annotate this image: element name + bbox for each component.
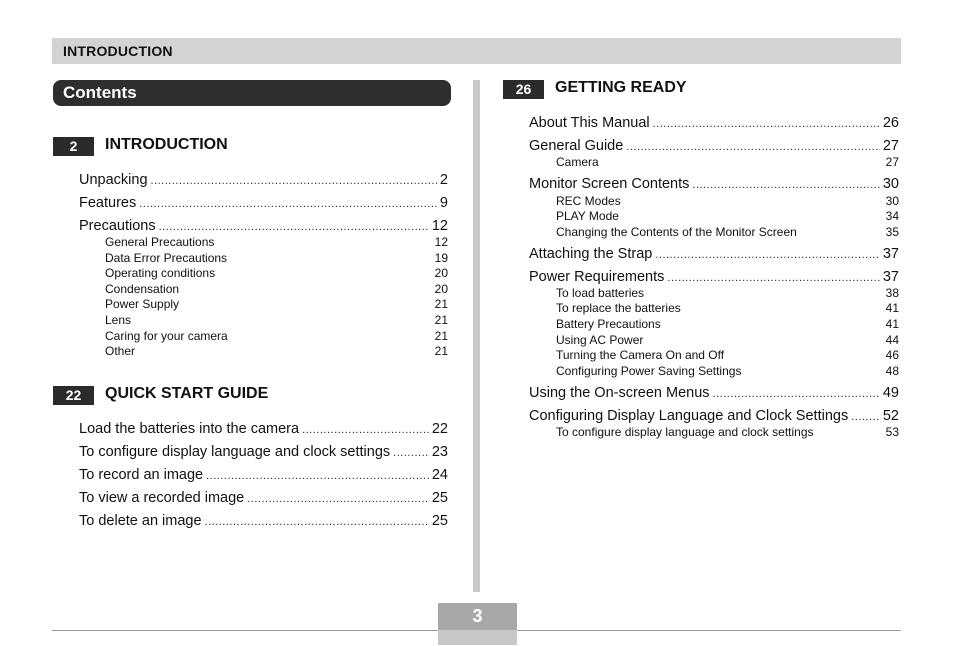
running-header-title: INTRODUCTION (63, 43, 173, 59)
toc-subentry[interactable] (105, 313, 448, 328)
toc-subentry-page: 30 (885, 194, 899, 208)
toc-subentry[interactable] (556, 225, 899, 240)
toc-subentry-label: General Precautions (105, 235, 215, 249)
toc-entry-page: 2 (439, 172, 448, 188)
toc-subentry[interactable] (105, 282, 448, 297)
toc-entry-label: To view a recorded image (79, 490, 245, 506)
toc-entry-label: General Guide (529, 138, 624, 154)
toc-entry[interactable] (79, 444, 448, 462)
toc-entry-page: 25 (431, 513, 448, 529)
page-number: 3 (472, 606, 483, 626)
leader-dots (851, 411, 880, 423)
running-header (52, 38, 901, 64)
leader-dots (667, 272, 879, 284)
toc-entry-page: 22 (431, 421, 448, 437)
toc-subentry-page: 41 (885, 301, 899, 315)
toc-subentry-page: 38 (885, 286, 899, 300)
toc-subentry-page: 48 (885, 364, 899, 378)
toc-subentry[interactable] (556, 301, 899, 316)
toc-subentry-page: 41 (885, 317, 899, 331)
section-heading-introduction (53, 137, 443, 157)
toc-subentry-label: Operating conditions (105, 266, 216, 280)
toc-subentry-page: 20 (434, 266, 448, 280)
toc-entry[interactable] (79, 172, 448, 190)
leader-dots (655, 249, 880, 261)
toc-subentry-label: Camera (556, 155, 599, 169)
toc-entry[interactable] (529, 138, 899, 156)
toc-subentry-page: 46 (885, 348, 899, 362)
toc-subentry-page: 53 (885, 425, 899, 439)
toc-subentry[interactable] (105, 344, 448, 359)
toc-entry[interactable] (79, 421, 448, 439)
toc-subentry-label: Data Error Precautions (105, 251, 228, 265)
toc-subentry-page: 21 (434, 329, 448, 343)
toc-subentry[interactable] (556, 317, 899, 332)
toc-subentry-label: Condensation (105, 282, 180, 296)
toc-entry-label: Using the On-screen Menus (529, 385, 710, 401)
toc-subentry-page: 19 (434, 251, 448, 265)
toc-subentry-page: 20 (434, 282, 448, 296)
toc-entry-label: Power Requirements (529, 269, 665, 285)
toc-subentry[interactable] (556, 209, 899, 224)
toc-subentry-label: Other (105, 344, 136, 358)
toc-subentry[interactable] (105, 235, 448, 250)
toc-subentry-label: PLAY Mode (556, 209, 619, 223)
toc-subentry[interactable] (556, 333, 899, 348)
toc-subentry-label: REC Modes (556, 194, 621, 208)
toc-subentry-page: 21 (434, 313, 448, 327)
toc-entry-page: 27 (882, 138, 899, 154)
toc-entry[interactable] (79, 218, 448, 236)
toc-entry-label: Unpacking (79, 172, 148, 188)
toc-subentry-label: To load batteries (556, 286, 645, 300)
toc-subentry[interactable] (556, 155, 899, 170)
leader-dots (139, 198, 437, 210)
toc-entry-page: 30 (882, 176, 899, 192)
toc-subentry-page: 21 (434, 297, 448, 311)
section-number: 2 (53, 137, 94, 156)
toc-subentry[interactable] (556, 194, 899, 209)
toc-entry-page: 37 (882, 269, 899, 285)
toc-subentry-page: 35 (885, 225, 899, 239)
section-number: 22 (53, 386, 94, 405)
toc-subentry[interactable] (105, 251, 448, 266)
column-divider (473, 80, 480, 592)
toc-subentry[interactable] (105, 266, 448, 281)
section-number: 26 (503, 80, 544, 99)
toc-entry[interactable] (529, 269, 899, 287)
toc-subentry-label: Power Supply (105, 297, 180, 311)
section-title: QUICK START GUIDE (105, 385, 269, 402)
toc-subentry[interactable] (105, 329, 448, 344)
toc-subentry-label: Turning the Camera On and Off (556, 348, 725, 362)
toc-entry-page: 25 (431, 490, 448, 506)
toc-entry-label: Features (79, 195, 137, 211)
toc-subentry[interactable] (556, 425, 899, 440)
toc-entry-label: Precautions (79, 218, 156, 234)
toc-subentry-label: Changing the Contents of the Monitor Screen (556, 225, 797, 239)
leader-dots (302, 424, 429, 436)
toc-entry-page: 23 (431, 444, 448, 460)
toc-entry-page: 49 (882, 385, 899, 401)
toc-entry[interactable] (529, 408, 899, 426)
toc-subentry-label: To configure display language and clock settings (556, 425, 814, 439)
leader-dots (713, 388, 880, 400)
leader-dots (159, 221, 429, 233)
toc-subentry[interactable] (556, 364, 899, 379)
leader-dots (206, 470, 429, 482)
toc-entry[interactable] (79, 490, 448, 508)
toc-entry-label: To delete an image (79, 513, 202, 529)
toc-subentry-page: 21 (434, 344, 448, 358)
section-heading-getting-ready (503, 80, 893, 100)
toc-entry-page: 52 (882, 408, 899, 424)
toc-entry[interactable] (79, 195, 448, 213)
toc-subentry-label: Battery Precautions (556, 317, 661, 331)
toc-entry[interactable] (79, 513, 448, 531)
toc-subentry[interactable] (556, 348, 899, 363)
toc-subentry-label: Using AC Power (556, 333, 644, 347)
toc-entry-page: 24 (431, 467, 448, 483)
toc-subentry-label: Caring for your camera (105, 329, 228, 343)
toc-subentry-page: 44 (885, 333, 899, 347)
section-title: INTRODUCTION (105, 136, 228, 153)
toc-entry[interactable] (529, 176, 899, 194)
contents-heading (53, 80, 451, 106)
toc-entry[interactable] (529, 385, 899, 403)
leader-dots (393, 447, 429, 459)
toc-subentry-label: To replace the batteries (556, 301, 681, 315)
toc-entry-page: 12 (431, 218, 448, 234)
toc-entry-page: 9 (439, 195, 448, 211)
leader-dots (247, 493, 429, 505)
toc-entry-label: Load the batteries into the camera (79, 421, 300, 437)
leader-dots (626, 141, 880, 153)
toc-subentry-page: 12 (434, 235, 448, 249)
toc-entry-label: Attaching the Strap (529, 246, 653, 262)
toc-entry-label: To configure display language and clock settings (79, 444, 391, 460)
toc-entry-label: To record an image (79, 467, 204, 483)
toc-subentry-label: Configuring Power Saving Settings (556, 364, 742, 378)
toc-subentry-page: 34 (885, 209, 899, 223)
toc-entry-label: Monitor Screen Contents (529, 176, 690, 192)
toc-entry[interactable] (79, 467, 448, 485)
toc-entry-page: 26 (882, 115, 899, 131)
page-number-box (438, 603, 517, 645)
section-title: GETTING READY (555, 79, 687, 96)
leader-dots (653, 118, 880, 130)
toc-entry-page: 37 (882, 246, 899, 262)
leader-dots (205, 516, 429, 528)
toc-entry[interactable] (529, 246, 899, 264)
contents-title: Contents (63, 83, 137, 102)
section-heading-quick-start (53, 386, 443, 406)
toc-subentry-page: 27 (885, 155, 899, 169)
toc-entry-label: About This Manual (529, 115, 650, 131)
leader-dots (151, 175, 437, 187)
leader-dots (692, 179, 879, 191)
toc-entry-label: Configuring Display Language and Clock Settings (529, 408, 849, 424)
toc-subentry[interactable] (556, 286, 899, 301)
toc-subentry-label: Lens (105, 313, 132, 327)
toc-subentry[interactable] (105, 297, 448, 312)
toc-entry[interactable] (529, 115, 899, 133)
